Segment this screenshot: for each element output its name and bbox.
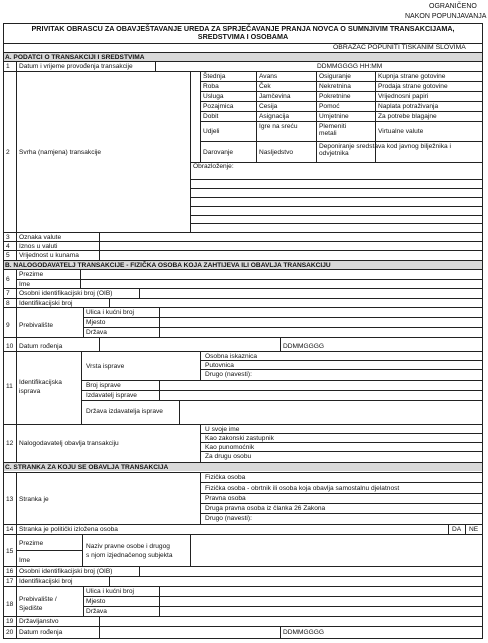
pep-no-option[interactable]: NE bbox=[469, 526, 479, 533]
issuing-country-label: Država izdavatelja isprave bbox=[86, 408, 163, 415]
document-issuer-field[interactable] bbox=[160, 391, 482, 399]
id-document-label-2: isprava bbox=[19, 388, 41, 395]
purpose-option[interactable]: Naplata potraživanja bbox=[378, 103, 439, 110]
citizenship-label: Državljanstvo bbox=[19, 618, 59, 625]
purpose-option[interactable]: Štednja bbox=[203, 73, 226, 80]
oib-label: Osobni identifikacijski broj (OIB) bbox=[19, 290, 113, 297]
purpose-option[interactable]: Nasljedstvo bbox=[259, 149, 294, 156]
client-street-field[interactable] bbox=[160, 587, 482, 595]
legal-entity-name-field[interactable] bbox=[191, 535, 482, 565]
amount-currency-field[interactable] bbox=[100, 242, 482, 250]
purpose-option[interactable]: Asignacija bbox=[259, 113, 290, 120]
birth-date-field[interactable] bbox=[100, 342, 482, 350]
issuing-country-field[interactable] bbox=[180, 401, 482, 423]
purpose-option[interactable]: Roba bbox=[203, 83, 219, 90]
purpose-option[interactable]: Jamčevina bbox=[259, 93, 291, 100]
row-number: 19 bbox=[6, 618, 14, 625]
client-birth-date-label: Datum rođenja bbox=[19, 629, 63, 636]
explanation-label: Obrazloženje: bbox=[193, 163, 234, 170]
purpose-option[interactable]: Igre na sreću bbox=[259, 123, 298, 130]
row-number: 8 bbox=[6, 300, 10, 307]
id-number-label: Identifikacijski broj bbox=[19, 300, 73, 307]
document-type-label: Vrsta isprave bbox=[86, 363, 125, 370]
country-field[interactable] bbox=[160, 327, 482, 335]
client-type-option[interactable]: Drugo (navesti): bbox=[205, 515, 252, 522]
name-field[interactable] bbox=[81, 279, 482, 287]
document-number-field[interactable] bbox=[160, 381, 482, 389]
row-number: 2 bbox=[6, 149, 10, 156]
row-number: 15 bbox=[6, 548, 14, 555]
purpose-options-grid bbox=[200, 71, 482, 162]
surname-label: Prezime bbox=[19, 271, 44, 278]
residence-label: Prebivalište bbox=[19, 322, 54, 329]
client-type-option[interactable]: Fizička osoba bbox=[205, 474, 246, 481]
client-birth-date-format: DDMMGGGG bbox=[283, 629, 325, 636]
purpose-option[interactable]: Prodaja strane gotovine bbox=[378, 83, 448, 90]
client-country-field[interactable] bbox=[160, 607, 482, 615]
purpose-option[interactable]: Usluga bbox=[203, 93, 224, 100]
country-label: Država bbox=[86, 329, 107, 336]
client-type-option[interactable]: Fizička osoba - obrtnik ili osoba koja obavlja samostalnu djelatnost bbox=[205, 485, 400, 492]
street-field[interactable] bbox=[160, 308, 482, 316]
client-oib-label: Osobni identifikacijski broj (OIB) bbox=[19, 568, 113, 575]
name-label: Ime bbox=[19, 281, 30, 288]
section-b-title: B. NALOGODAVATELJ TRANSAKCIJE - FIZIČKA OSOBA KOJA ZAHTIJEVA ILI OBAVLJA TRANSAKCIJU bbox=[5, 262, 331, 269]
client-street-label: Ulica i kućni broj bbox=[86, 588, 135, 595]
purpose-option[interactable]: Avans bbox=[259, 73, 278, 80]
row-number: 16 bbox=[6, 568, 14, 575]
citizenship-field[interactable] bbox=[100, 617, 482, 625]
document-type-option[interactable]: Putovnica bbox=[205, 362, 234, 369]
purpose-option[interactable]: Nekretnina bbox=[319, 83, 351, 90]
classification-sublabel: NAKON POPUNJAVANJA bbox=[405, 13, 487, 20]
purpose-option[interactable]: Pomoć bbox=[319, 103, 340, 110]
client-oib-field[interactable] bbox=[140, 567, 482, 575]
street-label: Ulica i kućni broj bbox=[86, 309, 135, 316]
row-number: 14 bbox=[6, 526, 14, 533]
purpose-option[interactable]: Dobit bbox=[203, 113, 219, 120]
transaction-datetime-label: Datum i vrijeme provođenja transakcije bbox=[19, 63, 133, 70]
row-number: 13 bbox=[6, 496, 14, 503]
client-surname-label: Prezime bbox=[19, 540, 44, 547]
form-title: PRIVITAK OBRASCU ZA OBAVJEŠTAVANJE UREDA ZA SPRJEČAVANJE PRANJA NOVCA O SUMNJIVIM TRANSAKCIJAMA, bbox=[31, 24, 455, 33]
client-birth-date-field[interactable] bbox=[100, 627, 482, 637]
principal-acts-option[interactable]: Kao punomoćnik bbox=[205, 444, 255, 451]
client-name-label: Ime bbox=[19, 557, 30, 564]
birth-date-format: DDMMGGGG bbox=[283, 343, 325, 350]
row-number: 1 bbox=[6, 63, 10, 70]
principal-acts-option[interactable]: U svoje ime bbox=[205, 426, 240, 433]
id-number-field[interactable] bbox=[110, 299, 482, 307]
purpose-option[interactable]: Cesija bbox=[259, 103, 278, 110]
form-title-line2: SREDSTVIMA I OSOBAMA bbox=[197, 32, 289, 41]
client-residence-label: Prebivalište / bbox=[19, 596, 57, 603]
purpose-option[interactable]: Plemeniti metali bbox=[319, 123, 347, 137]
fill-instruction: OBRAZAC POPUNITI TISKANIM SLOVIMA bbox=[333, 44, 466, 51]
section-c-title: C. STRANKA ZA KOJU SE OBAVLJA TRANSAKCIJA bbox=[5, 464, 169, 471]
purpose-option[interactable]: Deponiranje sredstava kod javnog bilježnika i odvjetnika bbox=[319, 143, 451, 157]
purpose-option[interactable]: Osiguranje bbox=[319, 73, 351, 80]
purpose-option[interactable]: Za potrebe blagajne bbox=[378, 113, 437, 120]
purpose-option[interactable]: Virtualne valute bbox=[378, 128, 424, 135]
amount-currency-label: Iznos u valuti bbox=[19, 243, 58, 250]
purpose-option[interactable]: Kupnja strane gotovine bbox=[378, 73, 446, 80]
row-number: 11 bbox=[6, 383, 13, 390]
row-number: 3 bbox=[6, 234, 10, 241]
id-document-label: Identifikacijska bbox=[19, 379, 62, 386]
row-number: 7 bbox=[6, 290, 10, 297]
client-id-number-field[interactable] bbox=[110, 577, 482, 585]
client-city-field[interactable] bbox=[160, 597, 482, 605]
row-number: 5 bbox=[6, 252, 10, 259]
row-number: 18 bbox=[6, 601, 14, 608]
purpose-option[interactable]: Umjetnine bbox=[319, 113, 349, 120]
city-field[interactable] bbox=[160, 318, 482, 326]
classification-label: OGRANIČENO bbox=[429, 3, 477, 10]
row-number: 6 bbox=[6, 276, 10, 283]
amount-kuna-field[interactable] bbox=[100, 251, 482, 259]
row-number: 10 bbox=[6, 343, 14, 350]
document-type-option[interactable]: Drugo (navesti): bbox=[205, 371, 252, 378]
client-residence-label-2: Sjedište bbox=[19, 605, 43, 612]
currency-code-label: Oznaka valute bbox=[19, 234, 62, 241]
purpose-option[interactable]: Udjeli bbox=[203, 128, 220, 135]
surname-field[interactable] bbox=[81, 270, 482, 278]
principal-acts-label: Nalogodavatelj obavlja transakciju bbox=[19, 440, 119, 447]
purpose-option[interactable]: Darovanje bbox=[203, 149, 234, 156]
row-number: 4 bbox=[6, 243, 10, 250]
client-type-label: Stranka je bbox=[19, 496, 49, 503]
client-type-option[interactable]: Druga pravna osoba iz članka 26 Zakona bbox=[205, 505, 326, 512]
section-a-title: A. PODATCI O TRANSAKCIJI I SREDSTVIMA bbox=[5, 54, 145, 61]
client-type-option[interactable]: Pravna osoba bbox=[205, 495, 246, 502]
row-number: 9 bbox=[6, 322, 10, 329]
document-issuer-label: Izdavatelj isprave bbox=[86, 392, 137, 399]
principal-acts-option[interactable]: Za drugu osobu bbox=[205, 453, 252, 460]
legal-entity-name-label-2: s njom izjednačenog subjekta bbox=[86, 552, 173, 559]
document-type-option[interactable]: Osobna iskaznica bbox=[205, 353, 258, 360]
principal-acts-option[interactable]: Kao zakonski zastupnik bbox=[205, 435, 274, 442]
legal-entity-name-label: Naziv pravne osobe i drugog bbox=[86, 543, 170, 550]
row-number: 17 bbox=[6, 578, 14, 585]
amount-kuna-label: Vrijednost u kunama bbox=[19, 252, 79, 259]
purpose-option[interactable]: Pozajmica bbox=[203, 103, 234, 110]
purpose-option[interactable]: Vrijednosni papiri bbox=[378, 93, 429, 100]
purpose-option[interactable]: Ček bbox=[259, 83, 271, 90]
datetime-format-hint: DDMMGGGG HH:MM bbox=[317, 63, 383, 70]
city-label: Mjesto bbox=[86, 319, 106, 326]
client-city-label: Mjesto bbox=[86, 598, 106, 605]
client-id-number-label: Identifikacijski broj bbox=[19, 578, 73, 585]
transaction-purpose-label: Svrha (namjena) transakcije bbox=[19, 149, 102, 156]
client-country-label: Država bbox=[86, 608, 107, 615]
row-number: 20 bbox=[6, 629, 14, 636]
pep-yes-option[interactable]: DA bbox=[452, 526, 462, 533]
document-number-label: Broj isprave bbox=[86, 382, 121, 389]
pep-label: Stranka je politički izložena osoba bbox=[19, 526, 118, 533]
transaction-datetime-field[interactable] bbox=[156, 62, 482, 70]
oib-field[interactable] bbox=[140, 289, 482, 297]
currency-code-field[interactable] bbox=[100, 233, 482, 241]
row-number: 12 bbox=[6, 440, 14, 447]
birth-date-label: Datum rođenja bbox=[19, 343, 63, 350]
purpose-option[interactable]: Pokretnine bbox=[319, 93, 351, 100]
